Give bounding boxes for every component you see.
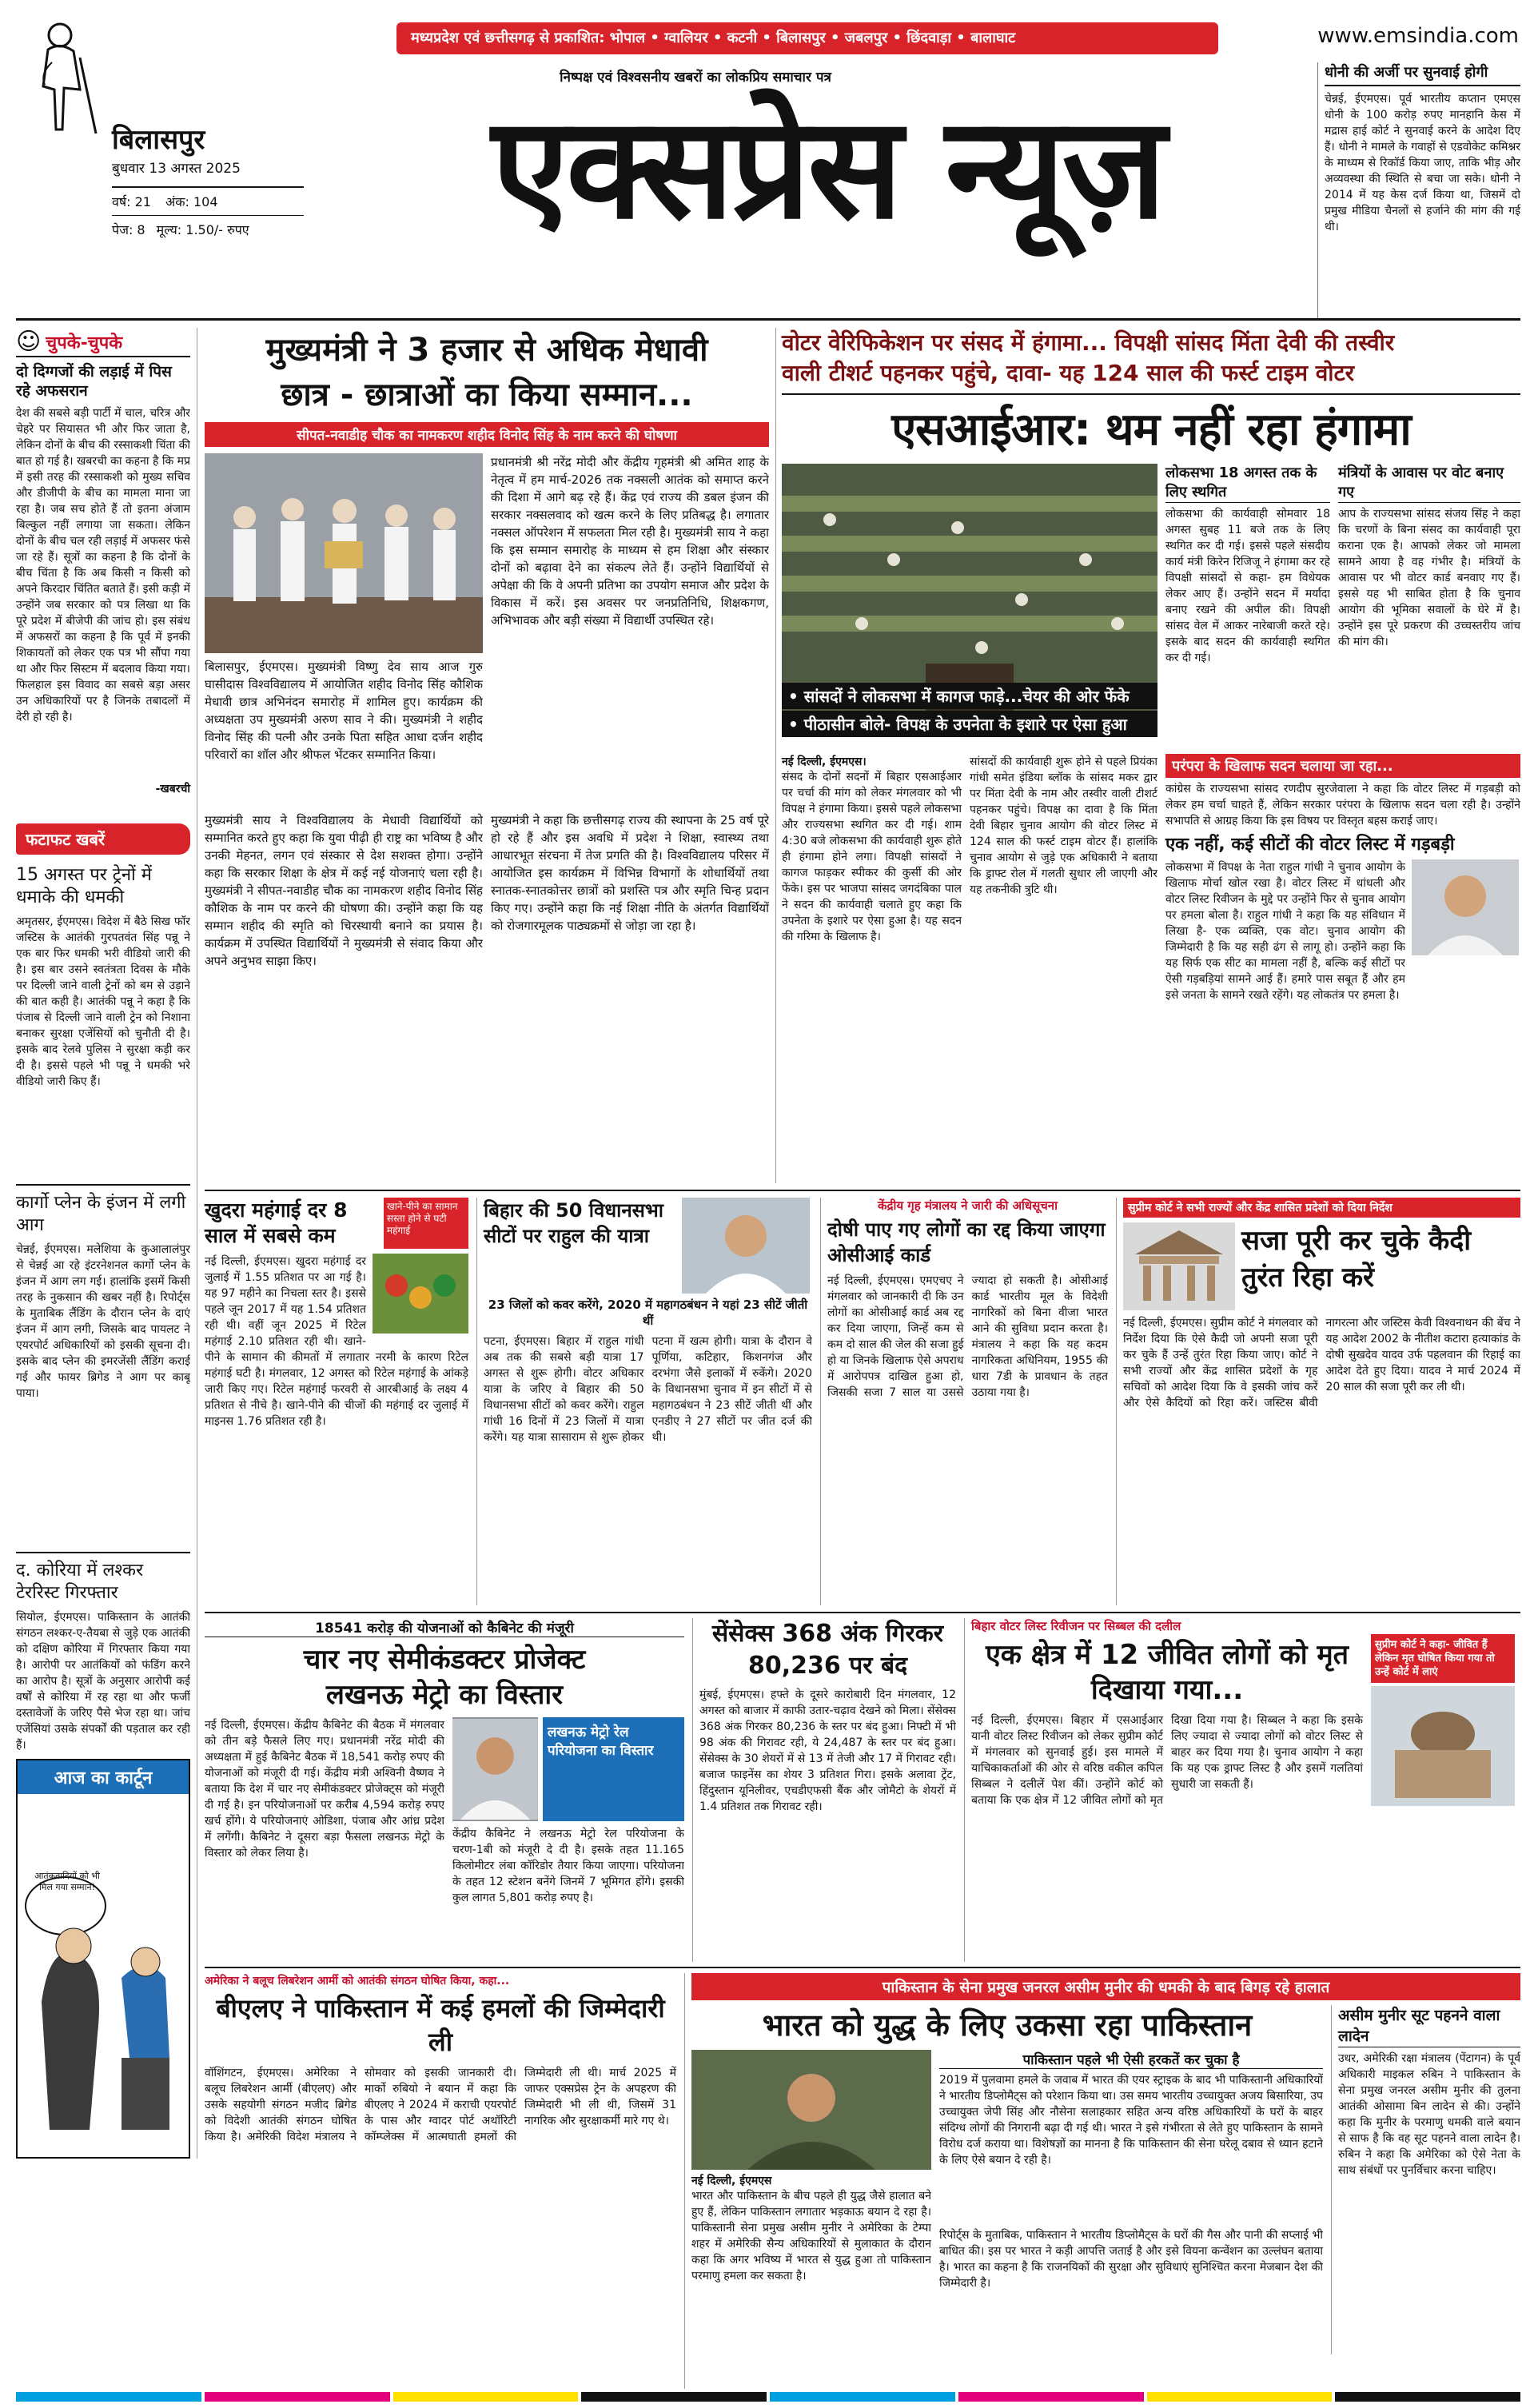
fatafat-s2-body: चेन्नई, ईएमएस। मलेशिया के कुआलालंपुर से चेन्नई आ रहे इंटरनेशनल कार्गो प्लेन के इंजन में आग लग गई। हालांकि इसमें किसी तरह के नुकसान की खबर नहीं है। रिपोर्ट्स के मुताबिक लैंडिंग के दौरान प्लेन के दाएं इंजन में आग लगी, जिसके बाद पायलट ने एयरपोर्ट अधिकारियों को इसकी सूचना दी। इसके बाद प्लेन की इमरजेंसी लैंडिंग कराई गई और फायर ब्रिगेड ने आग पर काबू पाया। [16, 1243, 190, 1400]
cm-dateline: बिलासपुर, ईएमएस। मुख्यमंत्री विष्णु देव साय आज गुरु घासीदास विश्वविद्यालय में आयोजित शहीद विनोद सिंह कौशिक मेधावी छात्र अभिनंदन समारोह में शामिल हुए। कार्यक्रम की अध्यक्षता उप मुख्यमंत्री अरुण साव ने की। मुख्यमंत्री ने शहीद विनोद सिंह की पत्नी और उनके पिता सहित आधा दर्जन शहीद परिवारों का शॉल और श्रीफल भेंटकर सम्मानित किया। [205, 660, 483, 762]
sc-headline: सजा पूरी कर चुके कैदी तुरंत रिहा करें [1241, 1225, 1472, 1294]
cm-divider [775, 328, 776, 1183]
year-label: वर्ष: 21 [112, 194, 151, 209]
oci-body: नई दिल्ली, ईएमएस। एमएचए ने मंगलवार को जानकारी दी कि उन लोगों का ओसीआई कार्ड अब रद्द कर दिया जाएगा, जिन्हें कम से कम दो साल की जेल की सजा हुई हो या जिनके खिलाफ ऐसे अपराध में आरोपपत्र दाखिल हुआ हो, जिसकी सजा 7 साल या उससे ज्यादा हो सकती है। ओसीआई कार्ड भारतीय मूल के विदेशी नागरिकों को बिना वीजा भारत आने की सुविधा प्रदान करता है। मंत्रालय ने कहा कि यह कदम नागरिकता अधिनियम, 1955 की धारा 7डी के प्रावधान के तहत उठाया गया है। [827, 1274, 1108, 1399]
website[interactable]: www.emsindia.com [1317, 24, 1519, 48]
cartoon-drawing [18, 1794, 189, 2146]
masthead-title: एक्सप्रेस न्यूज़ [491, 86, 1164, 250]
fatafat-s1-body: अमृतसर, ईएमएस। विदेश में बैठे सिख फॉर जस्टिस के आतंकी गुरपतवंत सिंह पन्नू ने एक बार फिर धमकी भरी वीडियो जारी की है। इस बार उसने स्वतंत्रता दिवस के मौके पर दिल्ली जाने वाली ट्रेनों को बम से उड़ाने की बात कही है। आतंकी पन्नू ने कहा है कि पंजाब से दिल्ली जाने वाली ट्रेन को निशाना बनाकर सुरक्षा एजेंसियों को चुनौती दी है। इसके बाद रेलवे पुलिस ने सुरक्षा कड़ी कर दी है। इससे पहले भी पन्नू ने धमकी भरे वीडियो जारी किए हैं। [16, 915, 190, 1088]
mid-rule-1 [205, 1190, 1520, 1191]
masthead-tagline: निष्पक्ष एवं विश्वसनीय खबरों का लोकप्रिय समाचार पत्र [560, 70, 831, 86]
sir-main-headline: एसआईआर: थम नहीं रहा हंगामा [891, 404, 1411, 456]
dhoni-story [1317, 62, 1520, 318]
pak-body-2: 2019 में पुलवामा हमले के जवाब में भारत की एयर स्ट्राइक के बाद भी पाकिस्तानी अधिकारियों ने भारतीय डिप्लोमैट्स को परेशान किया था। उस समय भारतीय उच्चायुक्त अजय बिसारिया, उप उच्चायुक्त जेपी सिंह और नौसेना सलाहकार सहित अन्य वरिष्ठ अधिकारियों के घरों के बाहर संदिग्ध लोगों की निगरानी बढ़ा दी गई थी। भारत ने इसे गंभीरता से लेते हुए पाकिस्तान के सामने विरोध दर्ज कराया था। विशेषज्ञों का मानना है कि पाकिस्तान की सेना घरेलू दबाव से ध्यान हटाने के लिए ऐसे बयान दे रही है। [939, 2074, 1323, 2167]
dhoni-headline: धोनी की अर्जी पर सुनवाई होगी [1325, 62, 1520, 86]
inflation-headline: खुदरा महंगाई दर 8 साल में सबसे कम [205, 1198, 348, 1247]
voter-dateline: नई दिल्ली, ईएमएस। [782, 755, 867, 768]
minister-photo [452, 1717, 538, 1821]
sensex-body: मुंबई, ईएमएस। हफ्ते के दूसरे कारोबारी दिन मंगलवार, 12 अगस्त को बाजार में काफी उतार-चढ़ाव देखने को मिला। सेंसेक्स 368 अंक गिरकर 80,236 के स्तर पर बंद हुआ। निफ्टी में भी 98 अंक की गिरावट रही, ये 24,487 के स्तर पर बंद हुआ। सेंसेक्स के 30 शेयरों में से 13 में तेजी और 17 में गिरावट रही। बजाज फाइनेंस का शेयर 3 प्रतिशत गिरा। इसके अलावा ट्रेंट, हिंदुस्तान यूनिलीवर, एचडीएफसी बैंक और जोमैटो के शेयरों में 1.4 प्रतिशत तक गिरावट रही। [699, 1688, 956, 1813]
mid-rule-3 [205, 1967, 1520, 1968]
voter-headline-1: वोटर वेरिफिकेशन पर संसद में हंगामा... विपक्षी सांसद मिंता देवी की तस्वीर [782, 329, 1395, 356]
rahul-portrait-icon [1412, 859, 1519, 955]
adjourn-body: लोकसभा की कार्यवाही सोमवार 18 अगस्त सुबह 11 बजे तक के लिए स्थगित कर दी गई। इससे पहले संसदीय कार्य मंत्री किरेन रिजिजू ने हंगामा कर रहे विपक्षी सांसदों से कहा- हम विधेयक लेकर आए हैं। उन्होंने सदन में मर्यादा बनाए रखने की अपील की। विपक्षी सांसद वेल में आकर नारेबाजी करते रहे। इसके बाद सदन की कार्यवाही स्थगित कर दी गई। [1165, 508, 1330, 664]
adjourn-headline: लोकसभा 18 अगस्त तक के लिए स्थगित [1165, 464, 1330, 503]
rahul-rally-icon [682, 1198, 810, 1294]
market-photo [373, 1254, 468, 1334]
fatafat-label: फटाफट खबरें [16, 823, 190, 855]
pak-body-3: रिपोर्ट्स के मुताबिक, पाकिस्तान ने भारतीय डिप्लोमैट्स के घरों की गैस और पानी की सप्लाई भी बाधित की। इस पर भारत ने कड़ी आपत्ति जताई है और इसे वियना कन्वेंशन का उल्लंघन बताया है। भारत का कहना है कि राजनयिकों की सुरक्षा और सुविधाएं सुनिश्चित करना मेजबान देश की जिम्मेदारी है। [939, 2229, 1323, 2290]
fatafat-s1-headline: 15 अगस्त पर ट्रेनों में धमाके की धमकी [16, 865, 152, 907]
voter-headline-2: वाली टीशर्ट पहनकर पहुंचे, दावा- यह 124 साल की फर्स्ट टाइम वोटर [782, 360, 1355, 386]
oci-story [820, 1198, 1108, 1605]
cm-body-3: मुख्यमंत्री ने कहा कि छत्तीसगढ़ राज्य की स्थापना के 25 वर्ष पूरे हो रहे हैं और इस अवधि में प्रदेश ने शिक्षा, स्वास्थ्य तथा आधारभूत संरचना में तेज प्रगति की है। विश्वविद्यालय परिसर में आयोजित इस कार्यक्रम में विभिन्न विभागों के शोधार्थियों तथा स्नातक-स्नातकोत्तर छात्रों को प्रशस्ति पत्र और स्मृति चिन्ह प्रदान किए गए। उन्होंने कहा कि नई शिक्षा नीति के अंतर्गत विद्यार्थियों को रोजगारमूलक पाठ्यक्रमों से जोड़ा जा रहा है। [491, 813, 769, 933]
cartoon-box [16, 1759, 190, 2159]
cm-subhead: सीपत-नवाडीह चौक का नामकरण शहीद विनोद सिंह के नाम करने की घोषणा [205, 422, 769, 447]
whisper-icon: ☺ [16, 328, 42, 356]
chupke-label: ☺ चुपके-चुपके [16, 328, 190, 357]
pak-body-1: भारत और पाकिस्तान के बीच पहले ही युद्ध जैसे हालात बने हुए हैं, लेकिन पाकिस्तान लगातार भड़काऊ बयान दे रहा है। पाकिस्तानी सेना प्रमुख असीम मुनीर ने अमेरिका के टेम्पा शहर में अमेरिकी सैन्य अधिकारियों से मुलाकात के दौरान कहा कि अगर भविष्य में भारत से युद्ध हुआ तो पाकिस्तान परमाणु हमला कर सकता है। [691, 2190, 931, 2282]
bla-kicker: अमेरिका ने बलूच लिबरेशन आर्मी को आतंकी संगठन घोषित किया, कहा... [205, 1975, 510, 1987]
bihar-subhead: 23 जिलों को कवर करेंगे, 2020 में महागठबंधन ने यहां 23 सीटें जीती थीं [488, 1298, 808, 1328]
minister-portrait-icon [452, 1717, 538, 1821]
cartoon-figures-icon [18, 1794, 189, 2146]
semicon-headline-2: लखनऊ मेट्रो का विस्तार [325, 1679, 564, 1711]
pak-kicker: पाकिस्तान के सेना प्रमुख जनरल असीम मुनीर की धमकी के बाद बिगड़ रहे हालात [691, 1973, 1520, 2000]
cm-body-1: मुख्यमंत्री साय ने विश्वविद्यालय के मेधावी विद्यार्थियों को सम्मानित करते हुए कहा कि युवा पीढ़ी ही राष्ट्र का भविष्य है और उनकी मेहनत, लगन एवं संस्कार से देश सशक्त होगा। उन्होंने कहा कि सरकार शिक्षा के क्षेत्र में कई नई योजनाएं चला रही है। मुख्यमंत्री ने सीपत-नवाडीह चौक का नामकरण शहीद विनोद सिंह कौशिक के नाम पर करने की घोषणा की। उन्होंने कहा कि यह सम्मान शहीद की स्मृति को चिरस्थायी बनाने का प्रयास है। कार्यक्रम में उपस्थित विद्यार्थियों ने मुख्यमंत्री से संवाद किया और अपने अनुभव साझा किए। [205, 813, 483, 968]
supreme-court-photo [1123, 1222, 1235, 1310]
bihar-sc-story [964, 1618, 1520, 1962]
cartoon-label: आज का कार्टून [18, 1760, 189, 1794]
sir-bullet-2: • पीठासीन बोले- विपक्ष के उपनेता के इशारे पर ऐसा हुआ [782, 711, 1157, 737]
ministers-body: आप के राज्यसभा सांसद संजय सिंह ने कहा कि चरणों के बिना संसद का कार्यवाही पूरा कराना एक है। आपको लेकर जो मामला सामने आया है वह गंभीर है। मंत्रियों के आवास पर भी वोटर कार्ड बनवाए गए हैं। इससे यह भी साबित होता है कि चुनाव आयोग की भूमिका सवालों के घेरे में है। उन्होंने इस पूरे प्रकरण की उच्चस्तरीय जांच की मांग की। [1338, 508, 1520, 648]
metro-headline: लखनऊ मेट्रो रेल परियोजना का विस्तार [543, 1717, 684, 1821]
court-dome-icon [1371, 1686, 1515, 1806]
price-label: मूल्य: 1.50/- रुपए [156, 222, 249, 237]
sensex-headline: सेंसेक्स 368 अंक गिरकर 80,236 पर बंद [711, 1620, 944, 1680]
cartoon-bubble: आतंकवादियों को भी मिल गया सम्मान! [34, 1871, 100, 1892]
cm-body-2: प्रधानमंत्री श्री नरेंद्र मोदी और केंद्रीय गृहमंत्री श्री अमित शाह के नेतृत्व में हम मार्च-2026 तक नक्सली आतंक को समाप्त करने की दिशा में आगे बढ़ रहे हैं। केंद्र एवं राज्य की डबल इंजन की सरकार नक्सलवाद को खत्म करने के लिए प्रतिबद्ध है। लगातार नक्सल ऑपरेशन में सफलता मिल रही है। मुख्यमंत्री साय ने कहा कि इस सम्मान समारोह के माध्यम से हम शिक्षा और संस्कार दोनों को बढ़ावा देने का संकल्प लेते हैं। उन्होंने विद्यार्थियों से अपेक्षा की कि वे अपनी प्रतिभा का उपयोग समाज और प्रदेश के विकास में करें। इस अवसर पर जनप्रतिनिधि, शिक्षकगण, अभिभावक और बड़ी संख्या में विद्यार्थी उपस्थित रहे। [491, 455, 769, 628]
cm-photo [205, 453, 483, 653]
chupke-box [16, 328, 190, 815]
voter-body-1: संसद के दोनों सदनों में बिहार एसआईआर पर चर्चा की मांग को लेकर मंगलवार को भी विपक्ष ने हंगामा किया। इससे पहले लोकसभा और राज्यसभा स्थगित कर दी गई। शाम 4:30 बजे लोकसभा की कार्यवाही शुरू होते ही हंगामा होने लगा। विपक्षी सांसदों ने कागज फाड़कर स्पीकर की कुर्सी की ओर फेंके। इस पर भाजपा सांसद जगदंबिका पाल ने सदन की कार्यवाही चलाते हुए कहा कि उपनेता के इशारे पर ऐसा हुआ है। यह सदन की गरिमा के खिलाफ है। [782, 771, 962, 943]
rahul-headline: एक नहीं, कई सीटों की वोटर लिस्ट में गड़बड़ी [1165, 835, 1455, 855]
cm-headline-1: मुख्यमंत्री ने 3 हजार से अधिक मेधावी [265, 332, 708, 369]
felicitation-photo-icon [205, 453, 483, 653]
bla-story [205, 1973, 676, 2389]
bihar-rahul-photo [682, 1198, 810, 1294]
pak-dateline: नई दिल्ली, ईएमएस [691, 2175, 772, 2187]
city-label: बिलासपुर [112, 124, 205, 156]
munir-side-body: उधर, अमेरिकी रक्षा मंत्रालय (पेंटागन) के पूर्व अधिकारी माइकल रुबिन ने पाकिस्तान के सेना प्रमुख जनरल असीम मुनीर की तुलना आतंकी ओसामा बिन लादेन से की। उन्होंने कहा कि मुनीर के परमाणु धमकी वाले बयान से साफ है कि वह सूट पहनने वाला लादेन है। रुबिन ने कहा कि अमेरिका को ऐसे नेता के साथ संबंधों पर पुनर्विचार करना चाहिए। [1338, 2052, 1520, 2177]
chupke-body: देश की सबसे बड़ी पार्टी में चाल, चरित्र और चेहरे पर सियासत भी और फिर जाता है, लेकिन दोनों के बीच की रस्साकशी चिंता की बात हो गई है। खबरची का कहना है कि मप्र में इसी तरह की रस्साकशी को मुख्य सचिव और डीजीपी के बीच का मामला माना जा रहा है। जब सच होते हैं तो इतना अंजाम बिल्कुल नहीं लगाया जा सकता। लेकिन दोनों के बीच चल रही लड़ाई में अफसर फंसे जा रहे हैं। सूत्रों का कहना है कि दोनों के बीच चिंता है कि अब किसी न किसी को अपने किरदार चिंतित बताते हैं। इसी कड़ी में उन्होंने जब सरकार को पत्र लिखा था कि पूरे प्रदेश में बीजेपी की जांच हो। इस संबंध में अफसरों का कहना है कि पूर्व में इनकी शिकायतों को लेकर एक पत्र भी सौंपा गया था और फिर सिस्टम में बदलाव किया गया। फिलहाल इस विवाद का सबसे बड़ा असर उन अधिकारियों पर है जिनके तबादलों में देरी हो रही है। [16, 407, 190, 724]
sir-protest-headline: परंपरा के खिलाफ सदन चलाया जा रहा... [1165, 754, 1520, 778]
fatafat-s3-body: सियोल, ईएमएस। पाकिस्तान के आतंकी संगठन लश्कर-ए-तैयबा से जुड़े एक आतंकी को दक्षिण कोरिया में गिरफ्तार किया गया है। आरोपी पर आतंकियों को फंडिंग करने का आरोप है। सूत्रों के अनुसार आरोपी कई वर्षों से कोरिया में रह रहा था और फर्जी दस्तावेजों के जरिए पैसे भेज रहा था। जांच एजेंसियां उसके संपर्कों की पड़ताल कर रही हैं। [16, 1611, 190, 1752]
edition-strip-text: मध्यप्रदेश एवं छत्तीसगढ़ से प्रकाशित: भोपाल • ग्वालियर • कटनी • बिलासपुर • जबलपुर • छिंदवाड़ा • बालाघाट [411, 30, 1016, 46]
fatafat-s2-headline: कार्गो प्लेन के इंजन में लगी आग [16, 1193, 186, 1235]
inflation-tag: खाने-पीने का सामान सस्ता होने से घटी महंगाई [384, 1198, 468, 1249]
army-chief-portrait-icon [691, 2050, 931, 2170]
edition-info-box [112, 120, 304, 256]
issue-date: बुधवार 13 अगस्त 2025 [112, 161, 241, 177]
semicon-body: नई दिल्ली, ईएमएस। केंद्रीय कैबिनेट की बैठक में मंगलवार को तीन बड़े फैसले लिए गए। प्रधानमंत्री नरेंद्र मोदी की अध्यक्षता में हुई कैबिनेट बैठक में 18,541 करोड़ रुपए की योजनाओं को मंजूरी दी गई। केंद्रीय मंत्री अश्विनी वैष्णव ने बताया कि देश में चार नए सेमीकंडक्टर प्रोजेक्ट्स को मंजूरी दी गई है। इन परियोजनाओं पर करीब 4,594 करोड़ रुपए खर्च होंगे। ये परियोजनाएं ओडिशा, पंजाब और आंध्र प्रदेश में लगेंगी। कैबिनेट ने दूसरा बड़ा फैसला लखनऊ मेट्रो के विस्तार को लेकर लिया है। [205, 1719, 444, 1860]
sc-release-story [1116, 1198, 1520, 1605]
masthead-rule [16, 318, 1520, 321]
pages-label: पेज: 8 [112, 222, 145, 237]
dhoni-body: चेन्नई, ईएमएस। पूर्व भारतीय कप्तान एमएस धोनी के 100 करोड़ रुपए मानहानि केस में मद्रास हाई कोर्ट ने सुनवाई करने के आदेश दिए हैं। धोनी ने मामले के गवाहों से एडवोकेट कमिश्नर के माध्यम से रिकॉर्ड किया जाए, ताकि भीड़ और अव्यवस्था की स्थिति से बचा जा सके। धोनी ने 2014 में यह केस दर्ज किया था, जिसमें दो प्रमुख मीडिया चैनलों से हर्जाने की मांग की गई थी। [1325, 93, 1520, 233]
sensex-story [692, 1618, 956, 1962]
bihar-headline: बिहार की 50 विधानसभा सीटों पर राहुल की यात्रा [484, 1199, 663, 1247]
metro-body: केंद्रीय कैबिनेट ने लखनऊ मेट्रो रेल परियोजना के चरण-1बी को मंजूरी दे दी है। इसके तहत 11.165 किलोमीटर लंबा कॉरिडोर तैयार किया जाएगा। परियोजना के तहत 12 स्टेशन बनेंगे जिनमें 7 भूमिगत होंगे। इसकी कुल लागत 5,801 करोड़ रुपए है। [452, 1828, 684, 1904]
oci-kicker: केंद्रीय गृह मंत्रालय ने जारी की अधिसूचना [877, 1198, 1058, 1213]
bla-body: वॉशिंगटन, ईएमएस। अमेरिका ने बलूच लिबरेशन आर्मी (बीएलए) और उसके सहयोगी संगठन मजीद ब्रिगेड को विदेशी आतंकी संगठन घोषित किया है। अमेरिकी विदेश मंत्रालय ने सोमवार को इसकी जानकारी दी। मार्को रुबियो ने बयान में कहा कि बीएलए ने 2024 में कराची एयरपोर्ट के पास और ग्वादर पोर्ट अथॉरिटी कॉम्प्लेक्स में आत्मघाती हमलों की जिम्मेदारी ली थी। मार्च 2025 में जाफर एक्सप्रेस ट्रेन के अपहरण की जिम्मेदारी भी ली थी, जिसमें 31 नागरिक और सुरक्षाकर्मी मारे गए थे। [205, 2067, 676, 2143]
print-marks [16, 2392, 1520, 2402]
munir-photo [691, 2050, 931, 2170]
chupke-byline: -खबरची [155, 783, 190, 795]
vegetable-market-icon [373, 1254, 468, 1334]
rahul-body: लोकसभा में विपक्ष के नेता राहुल गांधी ने चुनाव आयोग के खिलाफ मोर्चा खोल रखा है। वोटर लिस्ट में धांधली और वोटर लिस्ट रिवीजन के मुद्दे पर उन्होंने फिर से चुनाव आयोग पर हमला बोला है। राहुल गांधी ने कहा कि यह संविधान में लिखा है- एक व्यक्ति, एक वोट। चुनाव आयोग की जिम्मेदारी है कि यह सही ढंग से लागू हो। उन्होंने कहा कि यह सिर्फ एक सीट का मामला नहीं है, बल्कि कई सीटों पर ऐसी गड़बड़ियां सामने आई हैं। हमारे पास सबूत हैं और हम इसे जनता के सामने रखते रहेंगे। यह लोकतंत्र पर हमला है। [1165, 861, 1405, 1002]
munir-side-headline: असीम मुनीर सूट पहनने वाला लादेन [1338, 2005, 1520, 2047]
sc-body: नई दिल्ली, ईएमएस। सुप्रीम कोर्ट ने मंगलवार को निर्देश दिया कि ऐसे कैदी जो अपनी सजा पूरी कर चुके हैं उन्हें तुरंत रिहा किया जाए। कोर्ट ने सभी राज्यों और केंद्र शासित प्रदेशों के गृह सचिवों को आदेश दिया कि वे इसकी जांच करें और ऐसे कैदियों को रिहा करें। जस्टिस बीवी नागरत्ना और जस्टिस केवी विश्वनाथन की बेंच ने यह आदेश 2002 के नीतीश कटारा हत्याकांड के दोषी सुखदेव यादव उर्फ पहलवान की रिहाई का आदेश देते हुए दिया। यादव ने मार्च 2024 में 20 साल की सजा पूरी कर ली थी। [1123, 1317, 1520, 1409]
pak-story [684, 1973, 1520, 2389]
sc-kicker: सुप्रीम कोर्ट ने सभी राज्यों और केंद्र शासित प्रदेशों को दिया निर्देश [1123, 1198, 1520, 1218]
semicon-story [205, 1618, 684, 1962]
issue-label: अंक: 104 [165, 194, 218, 209]
rahul-photo [1412, 859, 1519, 955]
cm-headline-2: छात्र - छात्राओं का किया सम्मान... [281, 377, 693, 413]
bihar-sc-body: नई दिल्ली, ईएमएस। बिहार में एसआईआर यानी वोटर लिस्ट रिवीजन को लेकर सुप्रीम कोर्ट में मंगलवार को सुनवाई हुई। इस मामले में याचिकाकर्ताओं की ओर से वरिष्ठ वकील कपिल सिब्बल ने दलीलें पेश कीं। उन्होंने कोर्ट को बताया कि एक क्षेत्र में 12 जीवित लोगों को मृत दिखा दिया गया है। सिब्बल ने कहा कि इसके लिए ज्यादा से ज्यादा लोगों को वोटर लिस्ट से बाहर कर दिया गया है। चुनाव आयोग ने कहा कि यह एक ड्राफ्ट लिस्ट है और इसमें गलतियां सुधारी जा सकती हैं। [971, 1714, 1363, 1807]
pak-subhead: पाकिस्तान पहले भी ऐसी हरकतें कर चुका है [939, 2050, 1323, 2069]
bihar-body: पटना, ईएमएस। बिहार में राहुल गांधी अब तक की सबसे बड़ी यात्रा 17 अगस्त से शुरू होगी। वोटर अधिकार यात्रा के जरिए वे बिहार की 50 विधानसभा सीटों को कवर करेंगे। राहुल गांधी 16 दिनों में 23 जिलों में यात्रा करेंगे। यह यात्रा सासाराम से शुरू होकर पटना में खत्म होगी। यात्रा के दौरान वे पूर्णिया, कटिहार, किशनगंज और दरभंगा जैसे इलाकों में रुकेंगे। 2020 के विधानसभा चुनाव में इन सीटों में से महागठबंधन ने 23 सीटें जीती थीं और एनडीए ने 27 सीटों पर जीत दर्ज की थी। [484, 1335, 812, 1444]
voter-body-2: सांसदों की कार्यवाही शुरू होने से पहले प्रियंका गांधी समेत इंडिया ब्लॉक के सांसद मकर द्वार पर मिंता देवी के नाम और तस्वीर वाली टीशर्ट पहनकर पहुंचे। विपक्ष का दावा है कि मिंता देवी बिहार चुनाव आयोग की वोटर लिस्ट में 124 साल की फर्स्ट टाइम वोटर हैं। हालांकि चुनाव आयोग से जुड़े एक अधिकारी ने बताया कि ड्राफ्ट रोल में गलती सुधार ली जाएगी और यह तकनीकी त्रुटि थी। [970, 755, 1157, 896]
bla-headline: बीएलए ने पाकिस्तान में कई हमलों की जिम्मेदारी ली [216, 1993, 665, 2057]
fatafat-box [16, 823, 190, 1751]
inflation-body: नई दिल्ली, ईएमएस। खुदरा महंगाई दर जुलाई में 1.55 प्रतिशत पर आ गई है। यह 97 महीने का निचला स्तर है। इससे पहले जून 2017 में यह 1.54 प्रतिशत रही थी। वहीं जून 2025 में रिटेल महंगाई 2.10 प्रतिशत रही थी। खाने-पीने के सामान की कीमतों में लगातार नरमी के कारण रिटेल महंगाई घटी है। मंगलवार, 12 अगस्त को रिटेल महंगाई के आंकड़े जारी किए गए। रिटेल महंगाई फरवरी से आरबीआई के लक्ष्य 4 प्रतिशत से नीचे है। खाने-पीने की चीजों की महंगाई दर जुलाई में माइनस 1.76 प्रतिशत रही है। [205, 1255, 468, 1428]
supreme-court-building-icon [1123, 1222, 1235, 1310]
oci-headline: दोषी पाए गए लोगों का रद्द किया जाएगा ओसीआई कार्ड [827, 1218, 1106, 1266]
sir-protest-body: कांग्रेस के राज्यसभा सांसद रणदीप सुरजेवाला ने कहा कि वोटर लिस्ट में गड़बड़ी को लेकर हम चर्चा चाहते हैं, लेकिन सरकार परंपरा के खिलाफ सदन चला रही है। उन्होंने सभापति से आग्रह किया कि इस विषय पर विस्तृत बहस कराई जाए। [1165, 783, 1520, 827]
bihar-sc-headline: एक क्षेत्र में 12 जीवित लोगों को मृत दिखाया गया... [985, 1639, 1349, 1706]
inflation-story [205, 1198, 468, 1605]
bihar-sc-photo-caption: सुप्रीम कोर्ट ने कहा- जीवित हैं लेकिन मृत घोषित किया गया तो उन्हें कोर्ट में लाएं [1371, 1634, 1515, 1683]
sc-building-photo [1371, 1686, 1515, 1806]
voter-story [782, 328, 1520, 1183]
sir-bullet-1: • सांसदों ने लोकसभा में कागज फाड़े...चेयर की ओर फेंके [782, 683, 1157, 709]
bihar-sc-kicker: बिहार वोटर लिस्ट रिवीजन पर सिब्बल की दलील [971, 1619, 1181, 1633]
gandhi-figure-icon [16, 18, 104, 138]
edition-strip [396, 22, 1218, 54]
semicon-headline-1: चार नए सेमीकंडक्टर प्रोजेक्ट [303, 1644, 586, 1676]
chupke-headline: दो दिग्गजों की लड़ाई में पिस रहे अफसरान [16, 363, 172, 400]
gandhi-logo [16, 18, 104, 138]
bihar-story [476, 1198, 812, 1605]
cm-story [205, 328, 769, 1183]
pak-headline: भारत को युद्ध के लिए उकसा रहा पाकिस्तान [762, 2007, 1253, 2043]
ministers-headline: मंत्रियों के आवास पर वोट बनाए गए [1338, 464, 1520, 503]
mid-rule-2 [205, 1612, 1520, 1613]
semicon-kicker: 18541 करोड़ की योजनाओं को कैबिनेट की मंजूरी [205, 1618, 684, 1637]
fatafat-s3-headline: द. कोरिया में लश्कर टेररिस्ट गिरफ्तार [16, 1561, 144, 1603]
